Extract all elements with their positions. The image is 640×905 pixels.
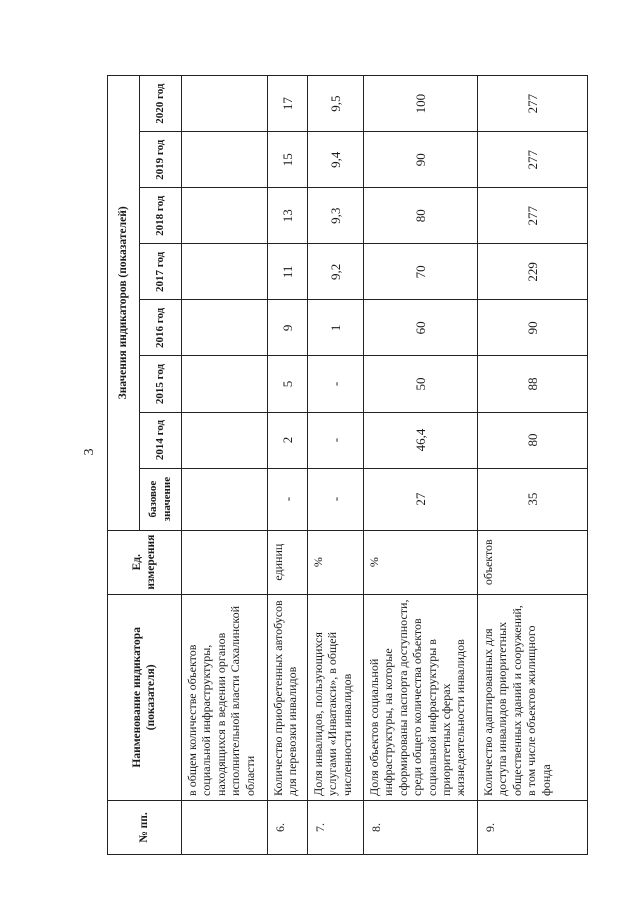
row-value: 80 (364, 188, 478, 244)
row-value: 17 (268, 76, 308, 132)
row-value (182, 356, 268, 412)
row-value: 90 (364, 132, 478, 188)
row-name: в общем количестве объектов социальной инфраструктуры, находящихся в ведении органов исполнительной власти Сахалинской области (182, 594, 268, 800)
row-value: 9,4 (308, 132, 364, 188)
header-year: 2019 год (140, 132, 182, 188)
row-value (182, 300, 268, 356)
row-value: 46,4 (364, 412, 478, 468)
row-value: 11 (268, 244, 308, 300)
row-name: Доля инвалидов, пользующихся услугами «Инватакси», в общей численности инвалидов (308, 594, 364, 800)
row-value: - (308, 412, 364, 468)
row-num: 7. (308, 800, 364, 854)
row-base (182, 468, 268, 530)
row-value: 9,5 (308, 76, 364, 132)
row-name: Доля объектов социальной инфраструктуры, на которые сформированы паспорта доступности, среди общего количества объектов социальной инфраструктуры в приоритетных сферах жизнедеятельности инвалидов (364, 594, 478, 800)
row-name: Количество приобретенных автобусов для перевозки инвалидов (268, 594, 308, 800)
row-value (182, 76, 268, 132)
row-value (182, 132, 268, 188)
row-value: 5 (268, 356, 308, 412)
row-unit: % (308, 530, 364, 594)
row-value: 9,3 (308, 188, 364, 244)
table-row (364, 76, 478, 855)
indicators-table (107, 75, 588, 855)
row-value: 9 (268, 300, 308, 356)
header-values-group: Значения индикаторов (показателей) (108, 76, 140, 531)
row-value: 2 (268, 412, 308, 468)
row-value: 50 (364, 356, 478, 412)
row-value: 277 (478, 132, 588, 188)
row-value (182, 244, 268, 300)
row-base: - (268, 468, 308, 530)
row-value: - (308, 356, 364, 412)
header-year: 2014 год (140, 412, 182, 468)
row-unit: единиц (268, 530, 308, 594)
header-num: № пп. (108, 800, 182, 854)
page-number: 3 (82, 448, 97, 456)
header-year: 2017 год (140, 244, 182, 300)
table-row (308, 76, 364, 855)
row-num: 8. (364, 800, 478, 854)
row-unit (182, 530, 268, 594)
rotated-table-frame (107, 75, 587, 855)
row-value: 1 (308, 300, 364, 356)
row-base: 35 (478, 468, 588, 530)
table-row (478, 76, 588, 855)
row-num: 9. (478, 800, 588, 854)
row-num: 6. (268, 800, 308, 854)
row-unit: объектов (478, 530, 588, 594)
row-value: 100 (364, 76, 478, 132)
row-value: 60 (364, 300, 478, 356)
row-num (182, 800, 268, 854)
header-year: 2020 год (140, 76, 182, 132)
table-row (182, 76, 268, 855)
row-base: 27 (364, 468, 478, 530)
header-year: 2015 год (140, 356, 182, 412)
row-value: 90 (478, 300, 588, 356)
header-year: 2018 год (140, 188, 182, 244)
header-base: базовое значение (140, 468, 182, 530)
header-year: 2016 год (140, 300, 182, 356)
row-value: 15 (268, 132, 308, 188)
row-value: 88 (478, 356, 588, 412)
row-value: 70 (364, 244, 478, 300)
header-unit: Ед. измерения (108, 530, 182, 594)
row-unit: % (364, 530, 478, 594)
row-base: - (308, 468, 364, 530)
row-value: 229 (478, 244, 588, 300)
row-value (182, 188, 268, 244)
row-value: 13 (268, 188, 308, 244)
row-value: 277 (478, 188, 588, 244)
row-value: 277 (478, 76, 588, 132)
table-row (268, 76, 308, 855)
header-name: Наименование индикатора (показателя) (108, 594, 182, 800)
row-name: Количество адаптированных для доступа инвалидов приоритетных общественных зданий и сооружений, в том числе объектов жилищного фонда (478, 594, 588, 800)
row-value: 9,2 (308, 244, 364, 300)
row-value: 80 (478, 412, 588, 468)
row-value (182, 412, 268, 468)
